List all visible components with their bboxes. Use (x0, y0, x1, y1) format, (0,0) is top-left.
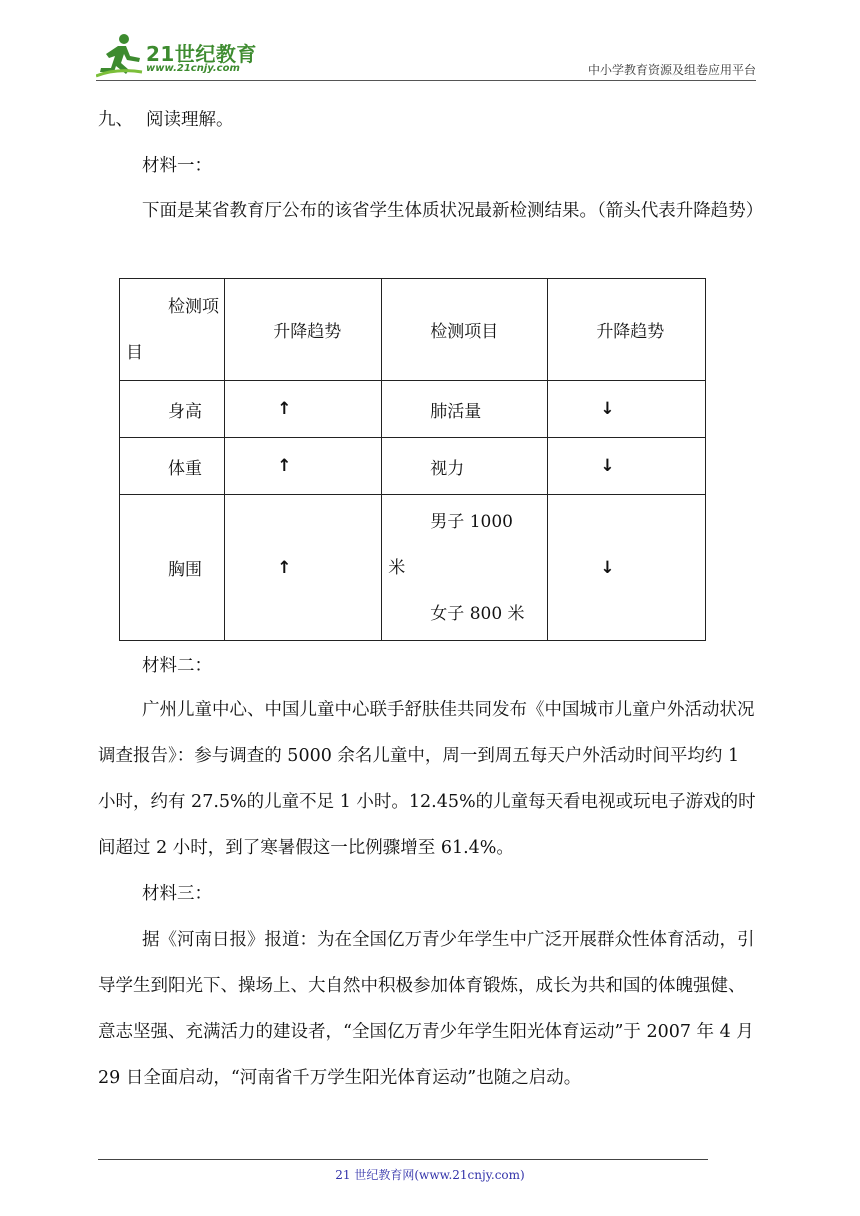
section-title: 阅读理解。 (146, 110, 234, 130)
fitness-results-table (119, 278, 706, 641)
material1-intro: 下面是某省教育厅公布的该省学生体质状况最新检测结果。（箭头代表升降趋势） (142, 201, 764, 221)
material2-label: 材料二： (142, 656, 212, 676)
footer-divider (98, 1159, 708, 1160)
table-cell-item: 胸围 (120, 495, 225, 641)
footer-link[interactable]: 21 世纪教育网(www.21cnjy.com) (335, 1168, 525, 1182)
material3-text: 据《河南日报》报道：为在全国亿万青少年学生中广泛开展群众性体育活动，引导学生到阳光下、操场上、大自然中积极参加体育锻炼，成长为共和国的体魄强健、意志坚强、充满活力的建设者，“全国亿万青少年学生阳光体育运动”于 2007 年 4 月 29 日全面启动，“河南省千万学生阳光体育运动”也随之启动。 (98, 930, 755, 1088)
header-divider (96, 80, 756, 81)
up-arrow-icon: ↑ (225, 381, 382, 438)
site-logo[interactable] (96, 30, 266, 78)
table-cell-item: 身高 (120, 381, 225, 438)
table-row (120, 381, 706, 438)
down-arrow-icon: ↓ (548, 381, 706, 438)
header-tagline: 中小学教育资源及组卷应用平台 (587, 63, 756, 77)
header-cell-trend2: 升降趋势 (548, 279, 706, 381)
logo-url-text: www.21cnjy.com (146, 63, 240, 74)
table-cell-item: 体重 (120, 438, 225, 495)
table-row (120, 438, 706, 495)
down-arrow-icon: ↓ (548, 438, 706, 495)
page-header (96, 30, 756, 82)
material3-label: 材料三： (142, 884, 212, 904)
section-heading (98, 97, 760, 143)
table-cell-running-item: 男子 1000 米 女子 800 米 (382, 495, 548, 641)
table-header-row (120, 279, 706, 381)
down-arrow-icon: ↓ (548, 495, 706, 641)
material1-label: 材料一： (142, 156, 212, 176)
header-cell-item1: 检测项 目 (120, 279, 225, 381)
header-cell-item2: 检测项目 (382, 279, 548, 381)
logo-brand-text: 21世纪教育 (146, 42, 257, 66)
table-row (120, 495, 706, 641)
header-cell-trend1: 升降趋势 (225, 279, 382, 381)
section-number: 九、 (98, 110, 133, 130)
runner-logo-icon (96, 32, 144, 78)
material2-text: 广州儿童中心、中国儿童中心联手舒肤佳共同发布《中国城市儿童户外活动状况调查报告》：参与调查的 5000 余名儿童中，周一到周五每天户外活动时间平均约 1 小时，约有 27.5%的儿童不足 1 小时。12.45%的儿童每天看电视或玩电子游戏的时间超过 2 小时，到了寒暑假这一比例骤增至 61.4%。 (98, 700, 756, 858)
table-cell-item: 视力 (382, 438, 548, 495)
table-cell-item: 肺活量 (382, 381, 548, 438)
up-arrow-icon: ↑ (225, 495, 382, 641)
up-arrow-icon: ↑ (225, 438, 382, 495)
